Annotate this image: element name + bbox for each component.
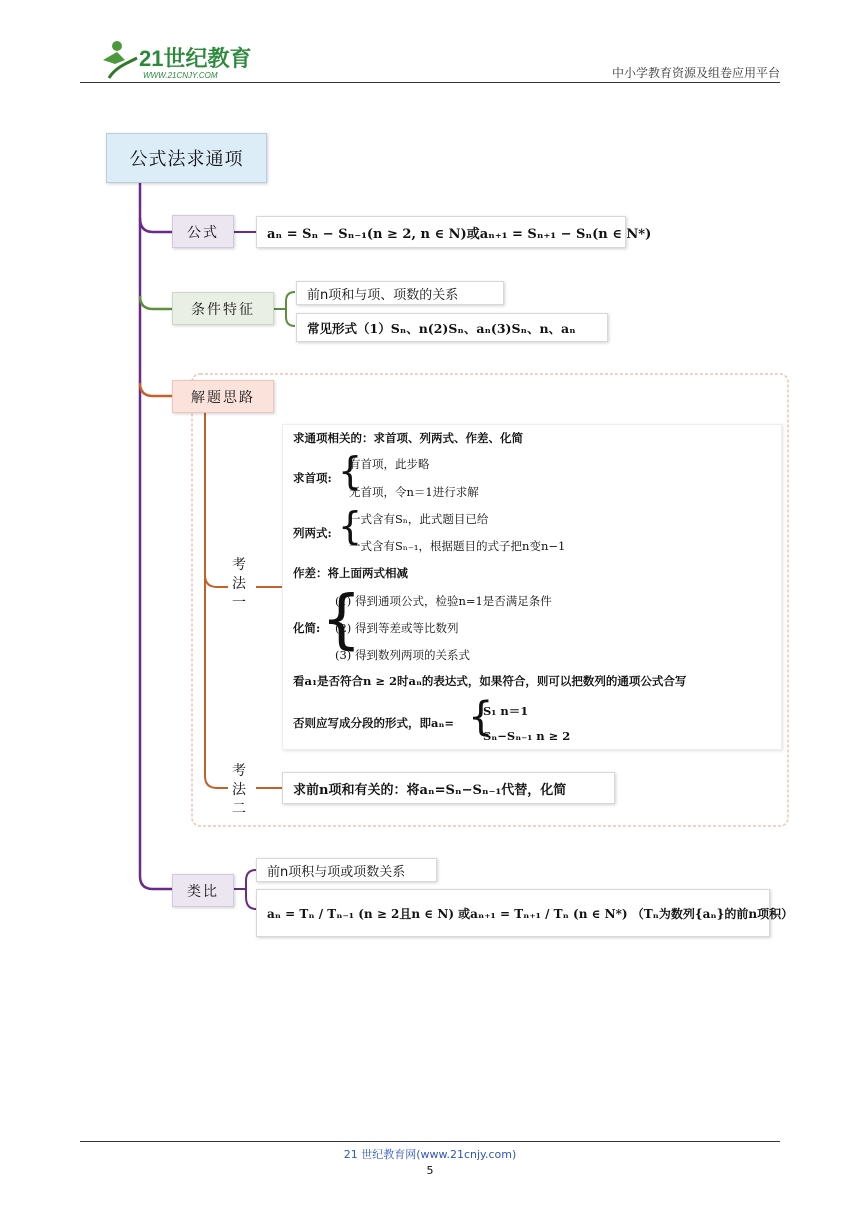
leibi-item-2: aₙ = Tₙ / Tₙ₋₁ (n ≥ 2且n ∈ N) 或aₙ₊₁ = Tₙ₊₁ / Tₙ (n ∈ N*) （Tₙ为数列{aₙ}的前n项积） <box>256 889 770 937</box>
logo-text: 21世纪教育 <box>139 46 252 71</box>
method-1-huajian-b: (2) 得到等差或等比数列 <box>335 621 459 635</box>
method-2-content: 求前n项和有关的：将aₙ=Sₙ−Sₙ₋₁代替，化简 <box>282 772 615 804</box>
page-number: 5 <box>426 1164 434 1177</box>
gongshi-formula: aₙ = Sₙ − Sₙ₋₁(n ≥ 2, n ∈ N)或aₙ₊₁ = Sₙ₊₁ − Sₙ(n ∈ N*) <box>256 216 626 248</box>
method-1-piecewise-head: 否则应写成分段的形式，即aₙ= <box>293 716 455 730</box>
leibi-item-1: 前n项积与项或项数关系 <box>256 858 437 882</box>
method-1-liangshi-a: 一式含有Sₙ，此式题目已给 <box>349 512 489 526</box>
tiaojian-item-1: 前n项和与项、项数的关系 <box>296 281 504 305</box>
method-1-huajian-head: 化简: <box>293 621 321 635</box>
mindmap-title: 公式法求通项 <box>106 133 267 183</box>
leibi-label: 类比 <box>172 874 234 907</box>
method-1-content <box>282 424 782 750</box>
method-1-piecewise-a: S₁ n＝1 <box>483 704 529 718</box>
jieti-label: 解题思路 <box>172 380 274 413</box>
site-tagline: 中小学教育资源及组卷应用平台 <box>611 66 780 80</box>
method-1-huajian-c: (3) 得到数列两项的关系式 <box>335 648 470 662</box>
method-1-piecewise-b: Sₙ−Sₙ₋₁ n ≥ 2 <box>483 729 571 743</box>
logo-url: WWW.21CNJY.COM <box>143 71 218 80</box>
method-1-label: 考法一 <box>232 557 246 611</box>
tiaojian-label: 条件特征 <box>172 292 274 325</box>
tiaojian-item-2: 常见形式（1）Sₙ、n(2)Sₙ、aₙ(3)Sₙ、n、aₙ <box>296 313 608 342</box>
brace-icon: { <box>338 504 363 548</box>
method-1-huajian-a: (1) 得到通项公式，检验n=1是否满足条件 <box>335 594 552 608</box>
method-1-shouxiang-head: 求首项: <box>293 471 332 485</box>
brace-icon: { <box>321 583 362 657</box>
method-1-zuocha: 作差：将上面两式相减 <box>293 566 408 580</box>
footer-site-link[interactable]: 21 世纪教育网(www.21cnjy.com) <box>343 1148 517 1161</box>
method-1-line-1: 求通项相关的：求首项、列两式、作差、化简 <box>293 431 523 445</box>
method-2-label: 考法二 <box>232 763 246 817</box>
brace-icon: { <box>468 694 494 740</box>
method-1-liangshi-b: 一式含有Sₙ₋₁，根据题目的式子把n变n−1 <box>349 539 566 553</box>
gongshi-label: 公式 <box>172 215 234 248</box>
method-1-line-6: 看a₁是否符合n ≥ 2时aₙ的表达式，如果符合，则可以把数列的通项公式合写 <box>293 674 687 688</box>
footer-rule <box>80 1141 780 1142</box>
method-1-shouxiang-a: 有首项，此步略 <box>349 457 430 471</box>
brace-icon: { <box>338 449 363 493</box>
method-1-shouxiang-b: 无首项，令n＝1进行求解 <box>349 485 479 499</box>
method-1-liangshi-head: 列两式: <box>293 526 332 540</box>
